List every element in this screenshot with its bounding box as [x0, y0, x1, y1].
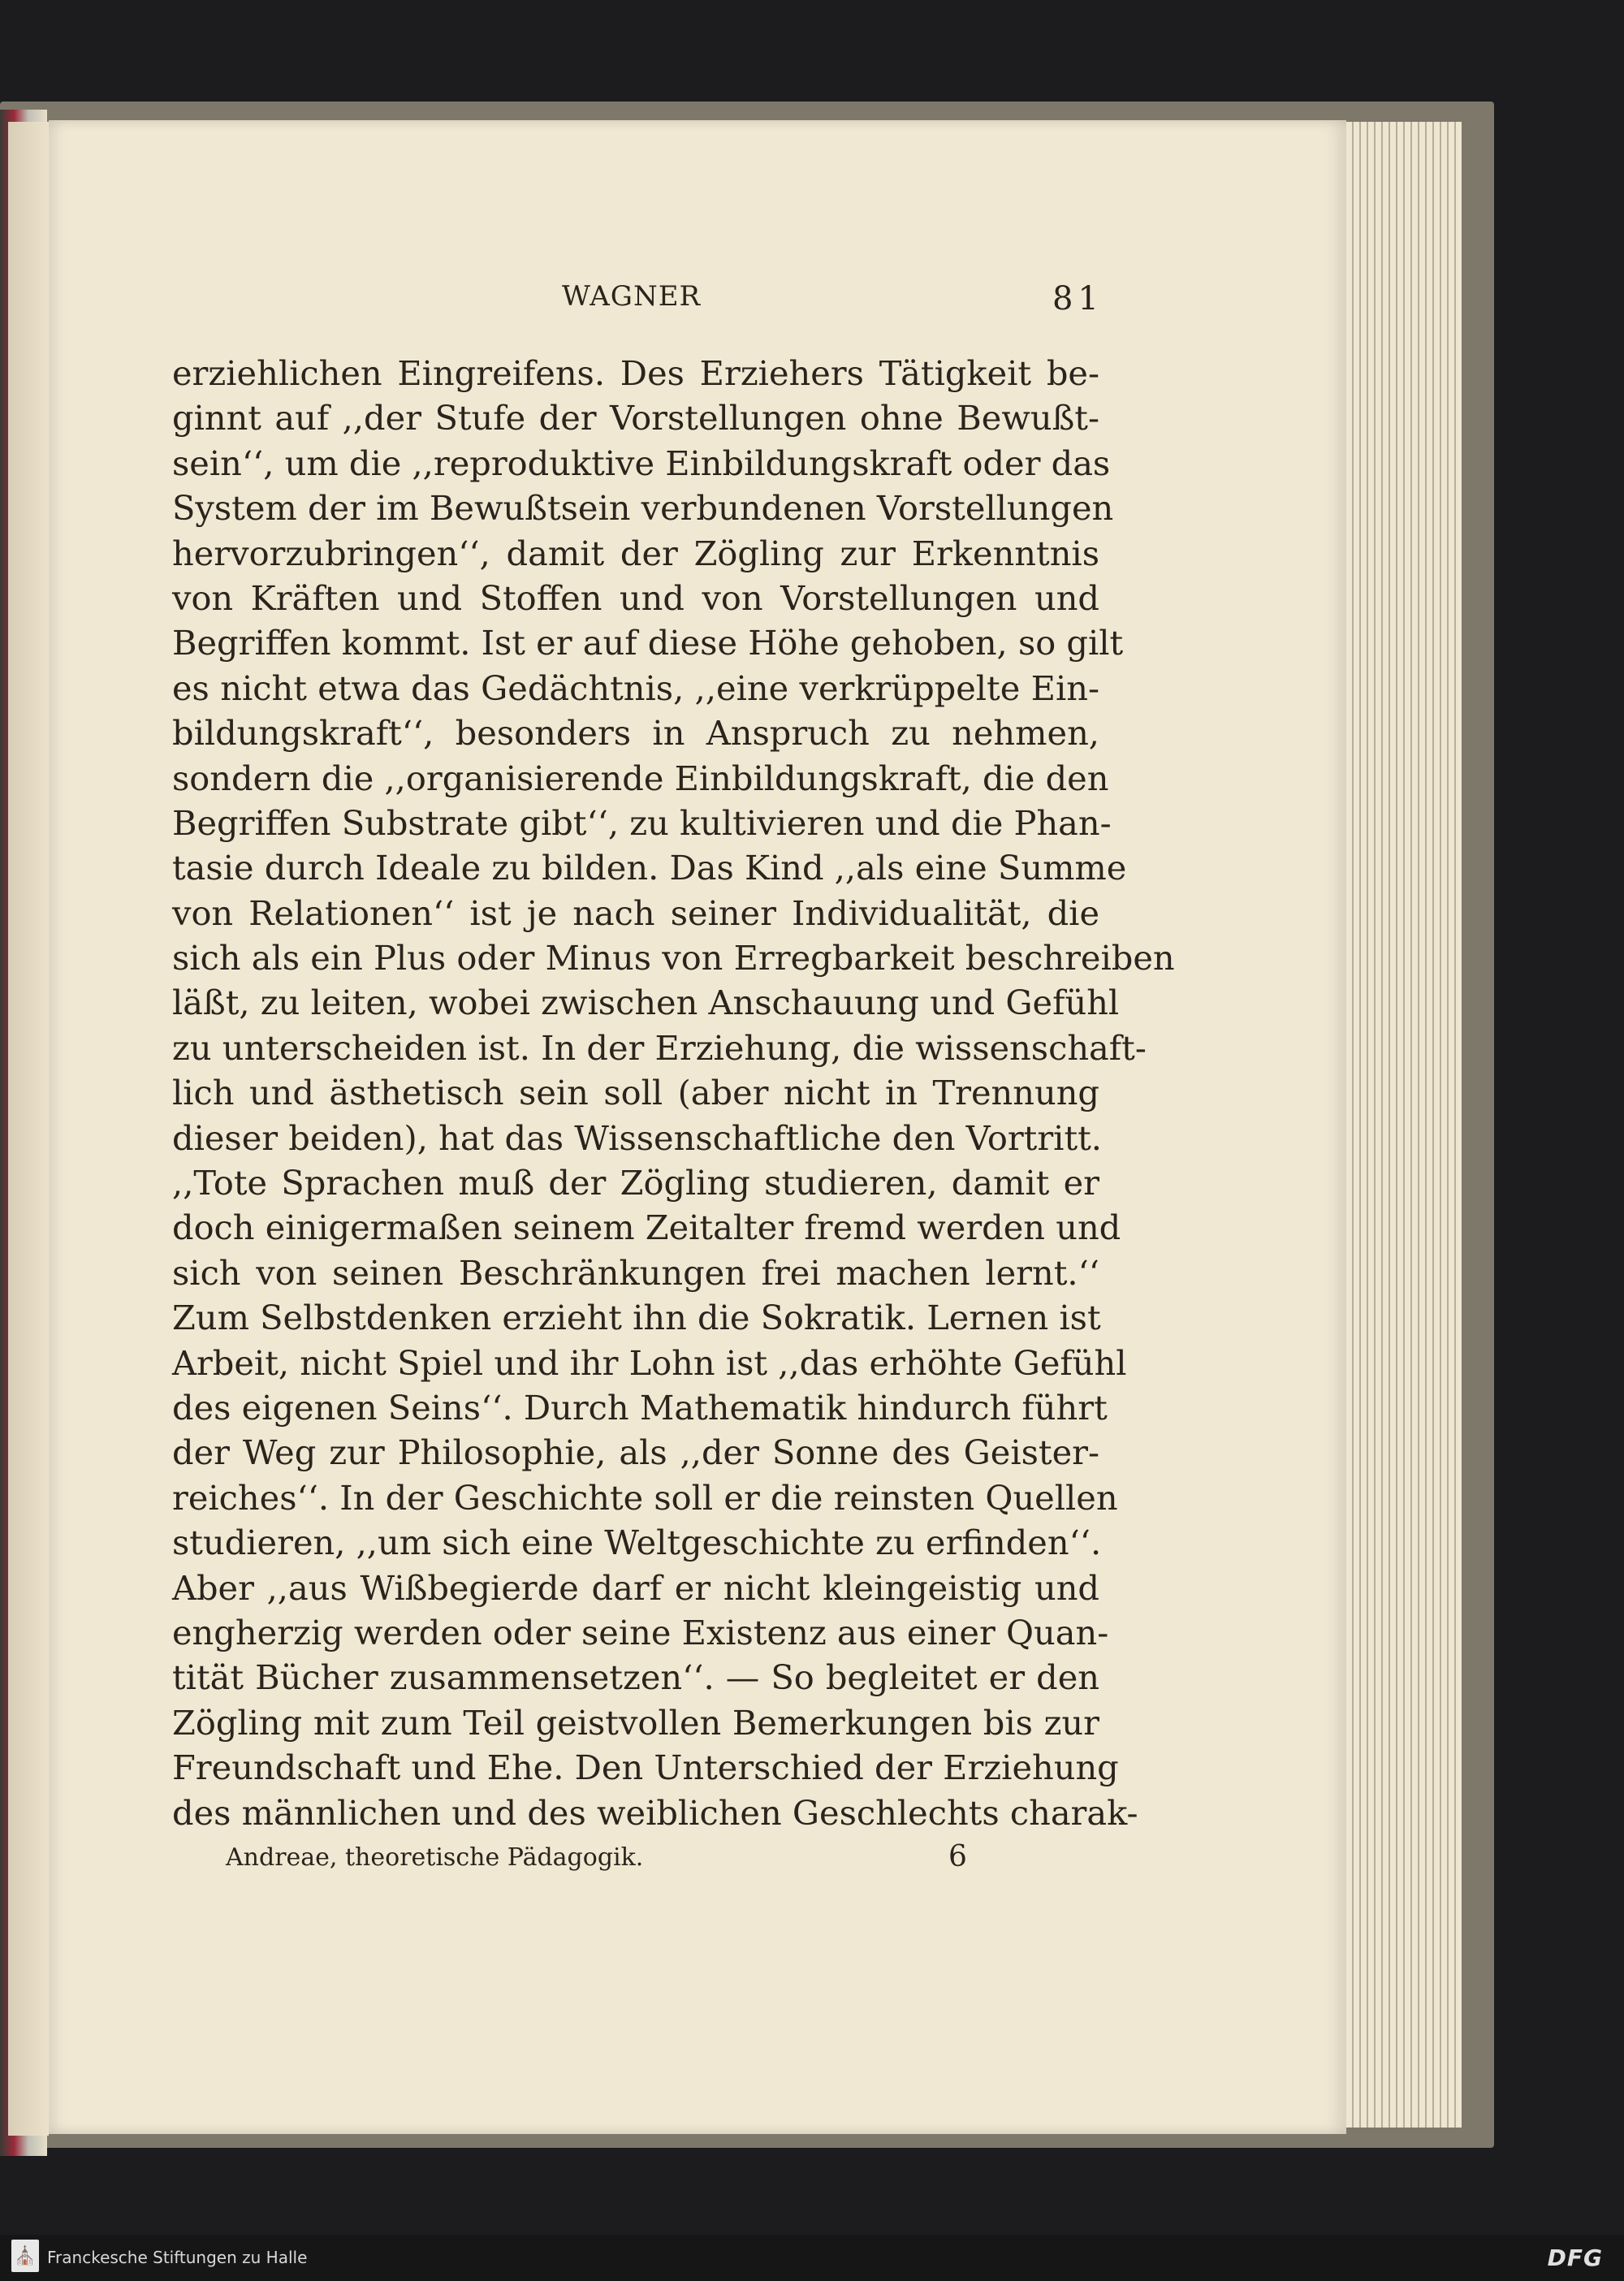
text-line: zu unterscheiden ist. In der Erziehung, die wissenschaft- — [172, 1027, 1147, 1068]
text-line: von Relationen‘‘ ist je nach seiner Individualität, die — [172, 892, 1099, 933]
text-line: Zum Selbstdenken erzieht ihn die Sokratik. Lernen ist — [172, 1298, 1101, 1338]
text-line: reiches‘‘. In der Geschichte soll er die reinsten Quellen — [172, 1477, 1118, 1518]
text-line: Aber ,,aus Wißbegierde darf er nicht kleingeistig und — [172, 1567, 1099, 1608]
dfg-logo: DFG — [1547, 2244, 1603, 2271]
running-head: WAGNER — [562, 280, 702, 313]
body-text — [172, 351, 1175, 1835]
text-line: studieren, ,,um sich eine Weltgeschichte zu erfinden‘‘. — [172, 1523, 1102, 1563]
text-line: engherzig werden oder seine Existenz aus einer Quan- — [172, 1612, 1109, 1652]
facing-page-edge — [8, 122, 49, 2136]
text-line: des eigenen Seins‘‘. Durch Mathematik hindurch führt — [172, 1387, 1108, 1428]
text-line: dieser beiden), hat das Wissenschaftliche den Vortritt. — [172, 1117, 1102, 1158]
text-line: lich und ästhetisch sein soll (aber nicht in Trennung — [172, 1073, 1099, 1113]
text-line: Begriffen Substrate gibt‘‘, zu kultivieren und die Phan- — [172, 802, 1112, 843]
signature-line: Andreae, theoretische Pädagogik. — [226, 1843, 644, 1872]
text-line: es nicht etwa das Gedächtnis, ,,eine verkrüppelte Ein- — [172, 667, 1099, 708]
text-line: Zögling mit zum Teil geistvollen Bemerkungen bis zur — [172, 1702, 1099, 1743]
text-line: hervorzubringen‘‘, damit der Zögling zur Erkenntnis — [172, 533, 1099, 573]
text-line: tität Bücher zusammensetzen‘‘. — So begleitet er den — [172, 1657, 1099, 1698]
library-logo-icon: ⛪ — [11, 2240, 39, 2272]
sheet-number: 6 — [948, 1840, 967, 1873]
page-number: 81 — [1052, 280, 1104, 318]
library-name: Franckesche Stiftungen zu Halle — [47, 2248, 308, 2267]
text-line: Begriffen kommt. Ist er auf diese Höhe gehoben, so gilt — [172, 623, 1124, 663]
text-line: läßt, zu leiten, wobei zwischen Anschauung und Gefühl — [172, 983, 1120, 1023]
text-line: System der im Bewußtsein verbundenen Vorstellungen — [172, 488, 1114, 529]
text-line: ,,Tote Sprachen muß der Zögling studieren, damit er — [172, 1163, 1099, 1203]
text-line: erziehlichen Eingreifens. Des Erziehers Tätigkeit be- — [172, 353, 1099, 393]
text-line: Freundschaft und Ehe. Den Unterschied der Erziehung — [172, 1747, 1119, 1788]
text-line: bildungskraft‘‘, besonders in Anspruch zu nehmen, — [172, 713, 1099, 754]
text-line: Arbeit, nicht Spiel und ihr Lohn ist ,,das erhöhte Gefühl — [172, 1342, 1127, 1383]
text-line: sondern die ,,organisierende Einbildungskraft, die den — [172, 758, 1109, 798]
text-line: sich von seinen Beschränkungen frei machen lernt.‘‘ — [172, 1252, 1099, 1293]
text-line: des männlichen und des weiblichen Geschlechts charak- — [172, 1792, 1138, 1833]
text-line: tasie durch Ideale zu bilden. Das Kind ,,als eine Summe — [172, 848, 1127, 888]
page-edges — [1332, 122, 1462, 2128]
text-line: der Weg zur Philosophie, als ,,der Sonne des Geister- — [172, 1432, 1099, 1473]
text-line: von Kräften und Stoffen und von Vorstellungen und — [172, 577, 1099, 618]
text-line: doch einigermaßen seinem Zeitalter fremd werden und — [172, 1207, 1121, 1248]
text-line: ginnt auf ,,der Stufe der Vorstellungen ohne Bewußt- — [172, 398, 1099, 438]
text-line: sein‘‘, um die ,,reproduktive Einbildungskraft oder das — [172, 443, 1111, 483]
text-line: sich als ein Plus oder Minus von Erregbarkeit beschreiben — [172, 938, 1175, 978]
